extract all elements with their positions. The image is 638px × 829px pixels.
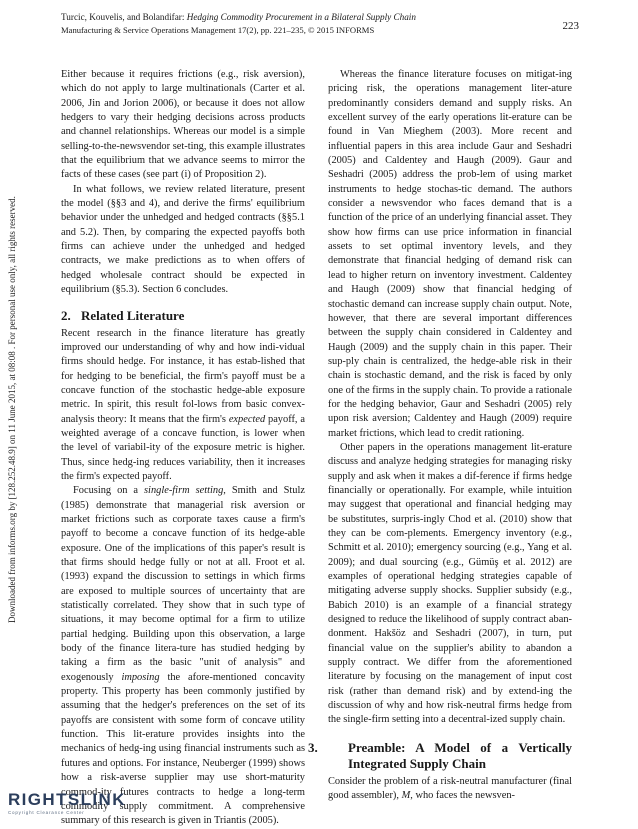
text-run: Consider the problem of a risk-neutral manufacturer (final good assembler),: [328, 775, 572, 802]
emphasis: imposing: [121, 671, 160, 683]
running-head-title: Hedging Commodity Procurement in a Bilateral Supply Chain: [186, 12, 416, 22]
emphasis: single-firm setting: [144, 485, 224, 497]
section-number: 2.: [61, 307, 71, 323]
section-number: 3.: [308, 739, 318, 755]
section-title: Related Literature: [81, 307, 185, 323]
logo-subtext: Copyright Clearance Center: [8, 810, 85, 815]
emphasis: expected: [228, 413, 266, 425]
section-title: Preamble: A Model of a Vertically Integrated Supply Chain: [348, 739, 572, 771]
text-run: Recent research in the finance literature has greatly improved our understanding of why and how indi-vidual firms should hedge. For instance, it has estab-lished that for hedging to be beneficial, the firm's payoff must be a concave function of the stochastic hedge-able exposure metric. In spirit, this result fol-lows from basic convex-analysis theory: It means that the firm's: [61, 327, 305, 425]
logo-wordmark: RIGHTSLINK: [8, 790, 126, 809]
paragraph: Either because it requires frictions (e.g., risk aversion), which do not apply to large multinationals (Carter et al. 2006, Jin and Jorion 2006), or because it does not allow hedgers to vary their hedging decisions across products and channel relationships. Whereas our model is a simple selling-to-the-newsvendor set-ting, this example illustrates that the equilibrium that we advance seems to mirror the facts of these cases (see part (i) of Proposition 2).: [61, 69, 305, 181]
text-run: the afore-mentioned concavity property. This property has been commonly justified by assuming that the hedger's preferences on the set of its payoffs are consistent with some form of concave utility function. This lit-erature provides insights into the mechanics of hedg-ing using financial instruments such as futures and options. For instance, Neuberger (1999) shows how a risk-averse supplier may use short-maturity commod-ity futures contracts to hedge a long-term commodity supply commitment. A comprehensive summary of this research is given in Triantis (2005).: [61, 671, 305, 827]
running-head: [61, 12, 579, 42]
section-heading-2: [61, 308, 305, 324]
paragraph: In what follows, we review related literature, present the model (§§3 and 4), and derive the firms' equilibrium behavior under the unhedged and hedged contracts (§§5.1 and 5.2). Then, by comparing the expected payoffs both firms can achieve under the unhedged and hedged contracts, we make predictions as to when offers of hedged wholesale contract should be expected in equilibrium (§5.3). Section 6 concludes.: [61, 183, 305, 296]
running-head-authors: Turcic, Kouvelis, and Bolandifar:: [61, 12, 185, 22]
section-heading-3: [308, 739, 572, 772]
text-run: Focusing on a: [73, 485, 145, 497]
paragraph: [328, 775, 572, 804]
page-number: 223: [562, 20, 579, 32]
download-notice: Downloaded from informs.org by [128.252.48.9] on 11 June 2015, at 08:08 . For personal use only, all rights reserved.: [7, 196, 17, 624]
paragraph: [61, 484, 305, 828]
paragraph: Whereas the finance literature focuses on mitigat-ing pricing risk, the operations management liter-ature predominantly considers demand and supply risks. An excellent survey of the early operations lit-erature can be found in Van Mieghem (2003). More recent and influential papers in this area include Gaur and Seshadri (2005) and Caldentey and Haugh (2009). Gaur and Seshadri (2005) address the prob-lem of using market instruments to hedge stochas-tic demand. The authors consider a newsvendor who faces demand that is a function of the price of an underlying financial asset. They show how firms can use price information in financial assets to set optimal inventory levels, and they demonstrate that financial hedging of demand risk can lead to higher return on inventory investment. Caldentey and Haugh (2009) show that financial hedging of stochastic demand can increase supply chain output. Note, however, that there are several important differences between the supply chain considered in Caldentey and Haugh (2009) and the supply chain in this paper. Their sup-ply chain is centralized, the hedge-able risk in their chain is stochastic demand, and the risk is faced by only one of the firms in the supply chain. To provide a rationale for the hedging behavior, Gaur and Seshadri (2005) rely upon risk aversion; Caldentey and Haugh (2009) require market frictions, which lead to credit rationing.: [328, 69, 572, 439]
rightslink-logo[interactable]: [6, 790, 176, 822]
text-run: payoff, a weighted average of a concave function, is lower when the level of variabil-ity of the exposure metric is higher. Thus, since hedg-ing reduces variability, then it increases the firm's expected payoff.: [61, 413, 305, 482]
text-run: , Smith and Stulz (1985) demonstrate that managerial risk aversion or market frictions such as corporate taxes cause a firm's payoff to become a concave function of its hedge-able exposure. One of the implications of this paper's result is that firms should hedge fully or not at all. Froot et al. (1993) expand the discussion to settings in which firms are exposed to multiple sources of uncertainty that are statistically correlated. They show that in such type of situations, it may become optimal for a firm to utilize partial hedging. Building upon this observation, a large body of the finance litera-ture has studied hedging by taking a firm as the basic "unit of analysis" and exogenously: [61, 485, 305, 683]
text-run: , who faces the newsven-: [410, 790, 515, 802]
running-head-citation: [61, 12, 416, 22]
emphasis: M: [401, 790, 411, 802]
paragraph: [61, 327, 305, 485]
left-column: [61, 68, 305, 829]
paragraph: Other papers in the operations management lit-erature discuss and analyze hedging strategies for managing risky supply and ask when it makes a dif-ference if firms hedge financially or operationally. For example, while intuition may suggest that operational and financial hedging may be substitutes, surpris-ingly Chod et al. (2010) show that they can be com-plements. Emergency inventory (e.g., Schmitt et al. 2010); emergency sourcing (e.g., Yang et al. 2009); and dual sourcing (e.g., Gümüş et al. 2012) are examples of operational hedging strategies capable of mitigating adverse supply shocks. Supplier subsidy (e.g., Babich 2010) is an example of a financial strategy designed to reduce the likelihood of supply contract aban-donment. Hakšöz and Seshadri (2007), in turn, put financial value on the supplier's ability to abandon a supply contract. We differ from the aforementioned literature by focusing on the management of input cost risk (rather than demand risk) and by extend-ing the discussion of why and how risk-neutral firms hedge from the single-firm setting into a decentral-ized supply chain.: [328, 441, 572, 726]
running-head-journal: Manufacturing & Service Operations Management 17(2), pp. 221–235, © 2015 INFORMS: [61, 25, 375, 35]
right-column: [308, 68, 572, 804]
